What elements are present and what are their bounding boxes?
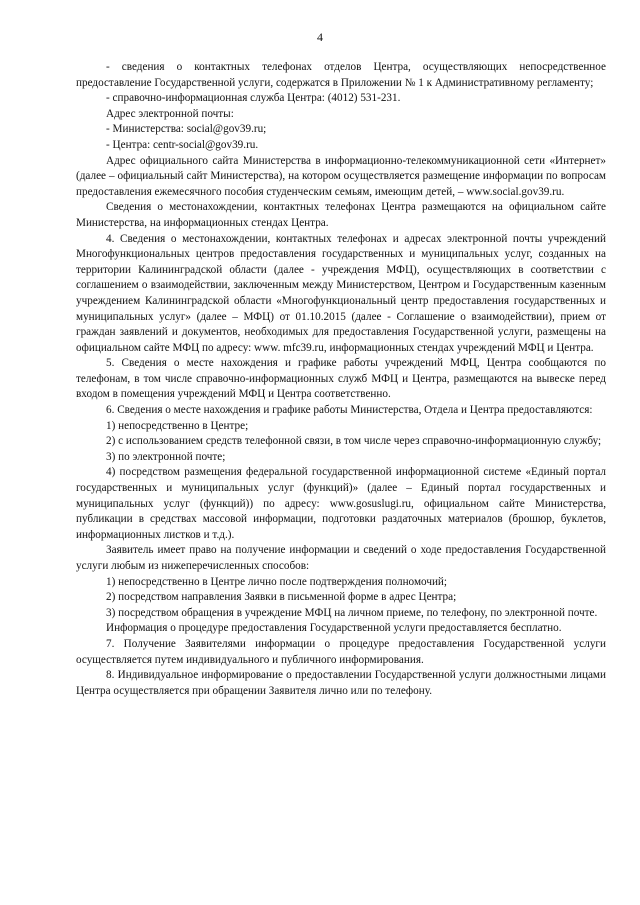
- paragraph: - Центра: centr-social@gov39.ru.: [106, 138, 259, 151]
- paragraph: 8. Индивидуальное информирование о предоставлении Государственной услуги должностными лицами Центра осуществляется при обращении Заявителя лично или по телефону.: [76, 669, 606, 697]
- paragraph: - сведения о контактных телефонах отделов Центра, осуществляющих непосредственное предоставление Государственной услуги, содержатся в Приложении № 1 к Административному регламенту;: [76, 61, 606, 89]
- paragraph: Информация о процедуре предоставления Государственной услуги предоставляется бесплатно.: [106, 622, 562, 635]
- paragraph: Заявитель имеет право на получение информации и сведений о ходе предоставления Государственной услуги любым из нижеперечисленных способов:: [76, 544, 606, 572]
- page-number: 4: [317, 30, 323, 44]
- paragraph: 4. Сведения о местонахождении, контактных телефонах и адресах электронной почты учреждений Многофункциональных центров предоставления государственных и муниципальных услуг, созданных на территории Калининградской области (далее - учреждения МФЦ), осуществляющих в соответствии с соглашением о взаимодействии, заключенным между Министерством, Центром и Государственным казенным учреждением Калининградской области «Многофункциональный центр предоставления государственных и муниципальных услуг» (далее – МФЦ) от 01.10.2015 (далее - Соглашение о взаимодействии), прием от граждан заявлений и документов, необходимых для предоставления Государственной услуги, размещены на официальном сайте МФЦ по адресу: www. mfc39.ru, информационных стендах учреждений МФЦ и Центра.: [76, 232, 606, 354]
- paragraph: 6. Сведения о месте нахождения и графике работы Министерства, Отдела и Центра предоставляются:: [106, 404, 593, 417]
- paragraph: - справочно-информационная служба Центра: (4012) 531-231.: [106, 92, 401, 105]
- list-item: 1) непосредственно в Центре;: [106, 419, 249, 432]
- list-item: 4) посредством размещения федеральной государственной информационной системе «Единый портал государственных и муниципальных услуг (функций)» (далее – Единый портал государственных и муниципальных услуг (функций)) по адресу: www.gosuslugi.ru, официальном сайте Министерства, публикации в средствах массовой информации, подготовки раздаточных материалов (брошюр, буклетов, информационных листков и т.д.).: [76, 466, 606, 541]
- list-item: 3) посредством обращения в учреждение МФЦ на личном приеме, по телефону, по электронной почте.: [106, 606, 598, 619]
- paragraph: Адрес электронной почты:: [106, 107, 234, 120]
- paragraph: Сведения о местонахождении, контактных телефонах Центра размещаются на официальном сайте Министерства, на информационных стендах Центра.: [76, 201, 606, 229]
- document-body: [76, 60, 606, 699]
- list-item: 2) с использованием средств телефонной связи, в том числе через справочно-информационную службу;: [106, 435, 602, 448]
- list-item: 3) по электронной почте;: [106, 450, 226, 463]
- paragraph: Адрес официального сайта Министерства в информационно-телекоммуникационной сети «Интернет» (далее – официальный сайт Министерства), на котором осуществляется размещение информации по вопросам предоставления ежемесячного пособия студенческим семьям, имеющим детей, – www.social.gov39.ru.: [76, 154, 606, 198]
- list-item: 1) непосредственно в Центре лично после подтверждения полномочий;: [106, 575, 448, 588]
- paragraph: 5. Сведения о месте нахождения и графике работы учреждений МФЦ, Центра сообщаются по телефонам, в том числе справочно-информационных служб МФЦ и Центра, размещаются на вывеске перед входом в помещения учреждений МФЦ и Центра соответственно.: [76, 357, 606, 401]
- paragraph: 7. Получение Заявителями информации о процедуре предоставления Государственной услуги осуществляется путем индивидуального и публичного информирования.: [76, 637, 606, 666]
- list-item: 2) посредством направления Заявки в письменной форме в адрес Центра;: [106, 591, 457, 604]
- paragraph: - Министерства: social@gov39.ru;: [106, 123, 267, 136]
